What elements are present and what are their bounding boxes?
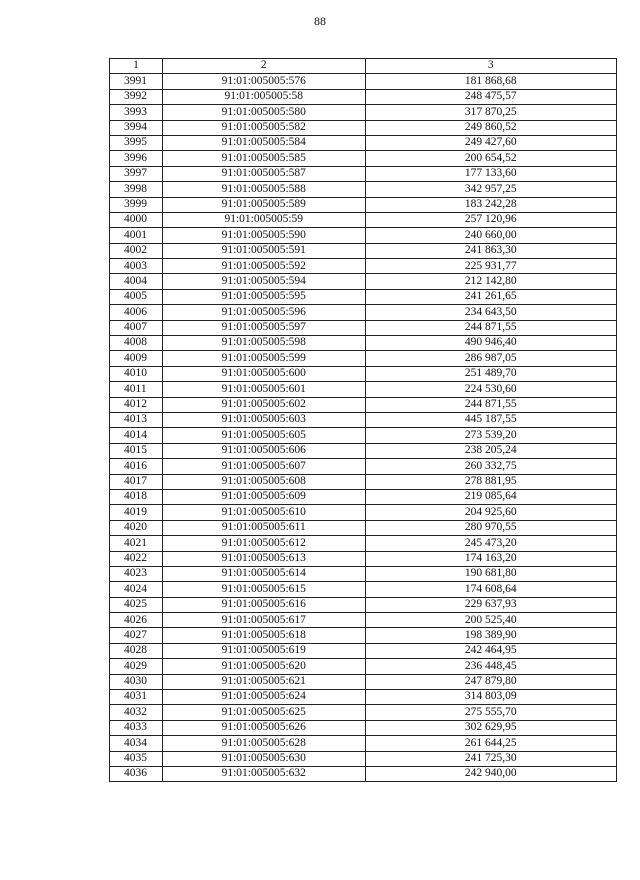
cadastral-number-cell: 91:01:005005:591 — [162, 243, 365, 258]
row-number-cell: 4001 — [110, 228, 163, 243]
value-cell: 241 261,65 — [365, 289, 616, 304]
row-number-cell: 4025 — [110, 597, 163, 612]
row-number-cell: 4012 — [110, 397, 163, 412]
row-number-cell: 4000 — [110, 212, 163, 227]
cadastral-number-cell: 91:01:005005:602 — [162, 397, 365, 412]
cadastral-number-cell: 91:01:005005:580 — [162, 105, 365, 120]
table-row — [110, 366, 617, 381]
row-number-cell: 4013 — [110, 412, 163, 427]
value-cell: 273 539,20 — [365, 428, 616, 443]
row-number-cell: 3995 — [110, 135, 163, 150]
value-cell: 490 946,40 — [365, 336, 616, 351]
cadastral-number-cell: 91:01:005005:620 — [162, 659, 365, 674]
value-cell: 278 881,95 — [365, 474, 616, 489]
cadastral-number-cell: 91:01:005005:588 — [162, 182, 365, 197]
row-number-cell: 4018 — [110, 489, 163, 504]
table-row — [110, 536, 617, 551]
table-row — [110, 474, 617, 489]
row-number-cell: 4020 — [110, 520, 163, 535]
cadastral-number-cell: 91:01:005005:585 — [162, 151, 365, 166]
row-number-cell: 4016 — [110, 459, 163, 474]
cadastral-number-cell: 91:01:005005:616 — [162, 597, 365, 612]
table-row — [110, 720, 617, 735]
row-number-cell: 4031 — [110, 690, 163, 705]
value-cell: 241 725,30 — [365, 751, 616, 766]
table-body — [110, 74, 617, 782]
table-row — [110, 228, 617, 243]
value-cell: 212 142,80 — [365, 274, 616, 289]
table-row — [110, 459, 617, 474]
table-row — [110, 182, 617, 197]
value-cell: 257 120,96 — [365, 212, 616, 227]
value-cell: 248 475,57 — [365, 89, 616, 104]
value-cell: 445 187,55 — [365, 412, 616, 427]
table-row — [110, 690, 617, 705]
table-row — [110, 428, 617, 443]
cadastral-number-cell: 91:01:005005:612 — [162, 536, 365, 551]
table-row — [110, 166, 617, 181]
cadastral-number-cell: 91:01:005005:610 — [162, 505, 365, 520]
cadastral-number-cell: 91:01:005005:599 — [162, 351, 365, 366]
cadastral-number-cell: 91:01:005005:611 — [162, 520, 365, 535]
table-row — [110, 505, 617, 520]
cadastral-number-cell: 91:01:005005:615 — [162, 582, 365, 597]
page-number: 88 — [314, 14, 326, 28]
cadastral-number-cell: 91:01:005005:595 — [162, 289, 365, 304]
row-number-cell: 4021 — [110, 536, 163, 551]
row-number-cell: 4033 — [110, 720, 163, 735]
table-row — [110, 766, 617, 781]
table-row — [110, 520, 617, 535]
cadastral-number-cell: 91:01:005005:609 — [162, 489, 365, 504]
value-cell: 225 931,77 — [365, 259, 616, 274]
value-cell: 342 957,25 — [365, 182, 616, 197]
row-number-cell: 4017 — [110, 474, 163, 489]
value-cell: 200 525,40 — [365, 613, 616, 628]
table-row — [110, 289, 617, 304]
cadastral-number-cell: 91:01:005005:594 — [162, 274, 365, 289]
table-row — [110, 412, 617, 427]
value-cell: 177 133,60 — [365, 166, 616, 181]
cadastral-number-cell: 91:01:005005:624 — [162, 690, 365, 705]
cadastral-number-cell: 91:01:005005:607 — [162, 459, 365, 474]
table-row — [110, 351, 617, 366]
cadastral-number-cell: 91:01:005005:582 — [162, 120, 365, 135]
table-row — [110, 151, 617, 166]
value-cell: 190 681,80 — [365, 566, 616, 581]
value-cell: 249 427,60 — [365, 135, 616, 150]
value-cell: 261 644,25 — [365, 736, 616, 751]
table-row — [110, 659, 617, 674]
cadastral-number-cell: 91:01:005005:598 — [162, 336, 365, 351]
row-number-cell: 4028 — [110, 643, 163, 658]
row-number-cell: 4010 — [110, 366, 163, 381]
row-number-cell: 4003 — [110, 259, 163, 274]
cadastral-number-cell: 91:01:005005:617 — [162, 613, 365, 628]
row-number-cell: 4024 — [110, 582, 163, 597]
data-table — [109, 58, 617, 782]
row-number-cell: 4006 — [110, 305, 163, 320]
table-row — [110, 305, 617, 320]
value-cell: 249 860,52 — [365, 120, 616, 135]
table-row — [110, 613, 617, 628]
value-cell: 238 205,24 — [365, 443, 616, 458]
cadastral-number-cell: 91:01:005005:590 — [162, 228, 365, 243]
cadastral-number-cell: 91:01:005005:589 — [162, 197, 365, 212]
cadastral-number-cell: 91:01:005005:605 — [162, 428, 365, 443]
cadastral-number-cell: 91:01:005005:596 — [162, 305, 365, 320]
table-row — [110, 736, 617, 751]
cadastral-number-cell: 91:01:005005:618 — [162, 628, 365, 643]
value-cell: 244 871,55 — [365, 397, 616, 412]
table-row — [110, 120, 617, 135]
value-cell: 251 489,70 — [365, 366, 616, 381]
row-number-cell: 4030 — [110, 674, 163, 689]
cadastral-number-cell: 91:01:005005:630 — [162, 751, 365, 766]
table-row — [110, 274, 617, 289]
value-cell: 286 987,05 — [365, 351, 616, 366]
row-number-cell: 3992 — [110, 89, 163, 104]
row-number-cell: 4008 — [110, 336, 163, 351]
row-number-cell: 4019 — [110, 505, 163, 520]
table-row — [110, 751, 617, 766]
table-row — [110, 582, 617, 597]
value-cell: 245 473,20 — [365, 536, 616, 551]
value-cell: 317 870,25 — [365, 105, 616, 120]
table-row — [110, 243, 617, 258]
value-cell: 236 448,45 — [365, 659, 616, 674]
cadastral-number-cell: 91:01:005005:632 — [162, 766, 365, 781]
value-cell: 204 925,60 — [365, 505, 616, 520]
value-cell: 247 879,80 — [365, 674, 616, 689]
row-number-cell: 4029 — [110, 659, 163, 674]
column-header-3: 3 — [365, 59, 616, 74]
table-row — [110, 628, 617, 643]
table-row — [110, 705, 617, 720]
cadastral-number-cell: 91:01:005005:606 — [162, 443, 365, 458]
row-number-cell: 4035 — [110, 751, 163, 766]
cadastral-number-cell: 91:01:005005:621 — [162, 674, 365, 689]
value-cell: 302 629,95 — [365, 720, 616, 735]
table-row — [110, 320, 617, 335]
value-cell: 224 530,60 — [365, 382, 616, 397]
cadastral-number-cell: 91:01:005005:587 — [162, 166, 365, 181]
value-cell: 280 970,55 — [365, 520, 616, 535]
table-header-row — [110, 59, 617, 74]
cadastral-number-cell: 91:01:005005:601 — [162, 382, 365, 397]
table-row — [110, 105, 617, 120]
row-number-cell: 4022 — [110, 551, 163, 566]
row-number-cell: 3999 — [110, 197, 163, 212]
cadastral-number-cell: 91:01:005005:576 — [162, 74, 365, 89]
value-cell: 275 555,70 — [365, 705, 616, 720]
row-number-cell: 4032 — [110, 705, 163, 720]
column-header-1: 1 — [110, 59, 163, 74]
value-cell: 183 242,28 — [365, 197, 616, 212]
table-row — [110, 212, 617, 227]
value-cell: 242 464,95 — [365, 643, 616, 658]
table-row — [110, 74, 617, 89]
value-cell: 260 332,75 — [365, 459, 616, 474]
cadastral-number-cell: 91:01:005005:58 — [162, 89, 365, 104]
value-cell: 200 654,52 — [365, 151, 616, 166]
cadastral-number-cell: 91:01:005005:603 — [162, 412, 365, 427]
table-row — [110, 597, 617, 612]
table-row — [110, 551, 617, 566]
table-row — [110, 397, 617, 412]
cadastral-number-cell: 91:01:005005:614 — [162, 566, 365, 581]
table-row — [110, 643, 617, 658]
cadastral-number-cell: 91:01:005005:625 — [162, 705, 365, 720]
table-row — [110, 336, 617, 351]
row-number-cell: 3993 — [110, 105, 163, 120]
value-cell: 244 871,55 — [365, 320, 616, 335]
table-row — [110, 135, 617, 150]
value-cell: 241 863,30 — [365, 243, 616, 258]
value-cell: 314 803,09 — [365, 690, 616, 705]
cadastral-number-cell: 91:01:005005:584 — [162, 135, 365, 150]
value-cell: 229 637,93 — [365, 597, 616, 612]
value-cell: 181 868,68 — [365, 74, 616, 89]
cadastral-number-cell: 91:01:005005:597 — [162, 320, 365, 335]
value-cell: 219 085,64 — [365, 489, 616, 504]
table-row — [110, 674, 617, 689]
value-cell: 198 389,90 — [365, 628, 616, 643]
row-number-cell: 4005 — [110, 289, 163, 304]
cadastral-number-cell: 91:01:005005:626 — [162, 720, 365, 735]
row-number-cell: 4027 — [110, 628, 163, 643]
row-number-cell: 4007 — [110, 320, 163, 335]
row-number-cell: 4014 — [110, 428, 163, 443]
value-cell: 242 940,00 — [365, 766, 616, 781]
table-row — [110, 443, 617, 458]
table-row — [110, 89, 617, 104]
value-cell: 234 643,50 — [365, 305, 616, 320]
table-row — [110, 566, 617, 581]
cadastral-number-cell: 91:01:005005:600 — [162, 366, 365, 381]
row-number-cell: 3998 — [110, 182, 163, 197]
cadastral-number-cell: 91:01:005005:613 — [162, 551, 365, 566]
row-number-cell: 4009 — [110, 351, 163, 366]
row-number-cell: 3996 — [110, 151, 163, 166]
value-cell: 240 660,00 — [365, 228, 616, 243]
cadastral-number-cell: 91:01:005005:628 — [162, 736, 365, 751]
row-number-cell: 3994 — [110, 120, 163, 135]
row-number-cell: 4002 — [110, 243, 163, 258]
row-number-cell: 3997 — [110, 166, 163, 181]
table-row — [110, 489, 617, 504]
cadastral-number-cell: 91:01:005005:619 — [162, 643, 365, 658]
row-number-cell: 4023 — [110, 566, 163, 581]
row-number-cell: 4004 — [110, 274, 163, 289]
table-row — [110, 259, 617, 274]
value-cell: 174 608,64 — [365, 582, 616, 597]
cadastral-number-cell: 91:01:005005:592 — [162, 259, 365, 274]
row-number-cell: 4036 — [110, 766, 163, 781]
row-number-cell: 4034 — [110, 736, 163, 751]
cadastral-number-cell: 91:01:005005:608 — [162, 474, 365, 489]
value-cell: 174 163,20 — [365, 551, 616, 566]
row-number-cell: 4026 — [110, 613, 163, 628]
column-header-2: 2 — [162, 59, 365, 74]
row-number-cell: 3991 — [110, 74, 163, 89]
cadastral-number-cell: 91:01:005005:59 — [162, 212, 365, 227]
row-number-cell: 4011 — [110, 382, 163, 397]
table-row — [110, 382, 617, 397]
table-row — [110, 197, 617, 212]
row-number-cell: 4015 — [110, 443, 163, 458]
